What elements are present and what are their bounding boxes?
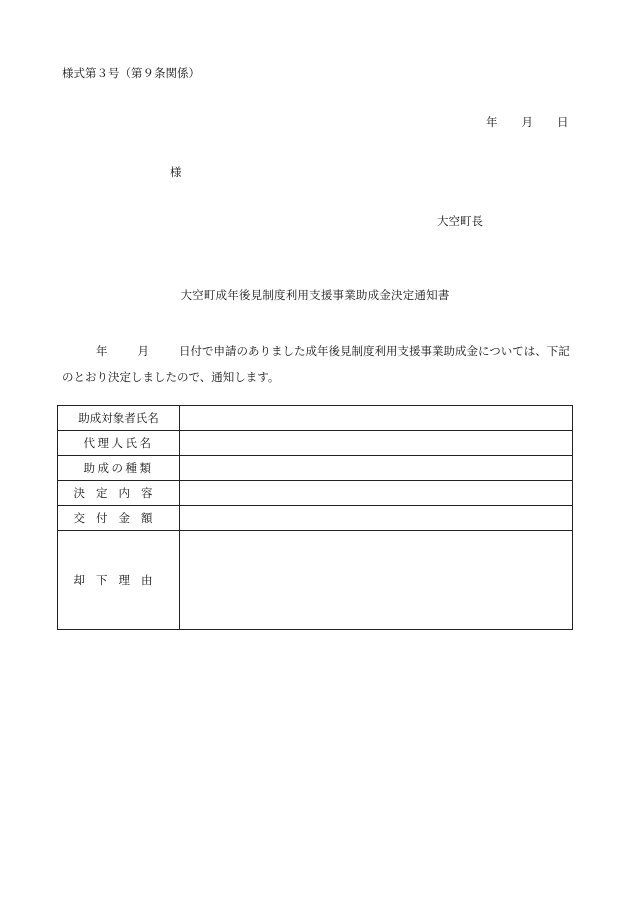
table-row: [58, 506, 573, 531]
value-subject-name[interactable]: [180, 406, 573, 431]
table-row: [58, 531, 573, 630]
date-day-label: 日: [557, 115, 569, 129]
value-amount[interactable]: [180, 506, 573, 531]
label-rejection-reason: 却下理由: [58, 531, 180, 630]
table-row: [58, 406, 573, 431]
addressee-suffix: 様: [170, 165, 182, 179]
body-year-label: 年: [96, 344, 108, 358]
body-text: 日付で申請のありました成年後見制度利用支援事業助成金については、下記のとおり決定しましたので、通知します。: [62, 344, 570, 384]
value-agent-name[interactable]: [180, 431, 573, 456]
date-line: [486, 117, 569, 129]
value-rejection-reason[interactable]: [180, 531, 573, 630]
date-year-label: 年: [486, 115, 498, 129]
issuer-name: 大空町長: [437, 214, 483, 228]
table-row: [58, 456, 573, 481]
table-row: [58, 431, 573, 456]
label-decision: 決定内容: [58, 481, 180, 506]
label-amount: 交付金額: [58, 506, 180, 531]
label-agent-name: 代理人氏名: [58, 431, 180, 456]
table-row: [58, 481, 573, 506]
decision-table: [57, 405, 573, 630]
label-subject-name: 助成対象者氏名: [58, 406, 180, 431]
document-title: 大空町成年後見制度利用支援事業助成金決定通知書: [180, 288, 450, 302]
label-grant-type: 助成の種類: [58, 456, 180, 481]
form-number: 様式第３号（第９条関係）: [62, 66, 200, 80]
notice-body: [62, 338, 572, 390]
body-month-label: 月: [137, 344, 149, 358]
value-grant-type[interactable]: [180, 456, 573, 481]
value-decision[interactable]: [180, 481, 573, 506]
date-month-label: 月: [521, 115, 533, 129]
